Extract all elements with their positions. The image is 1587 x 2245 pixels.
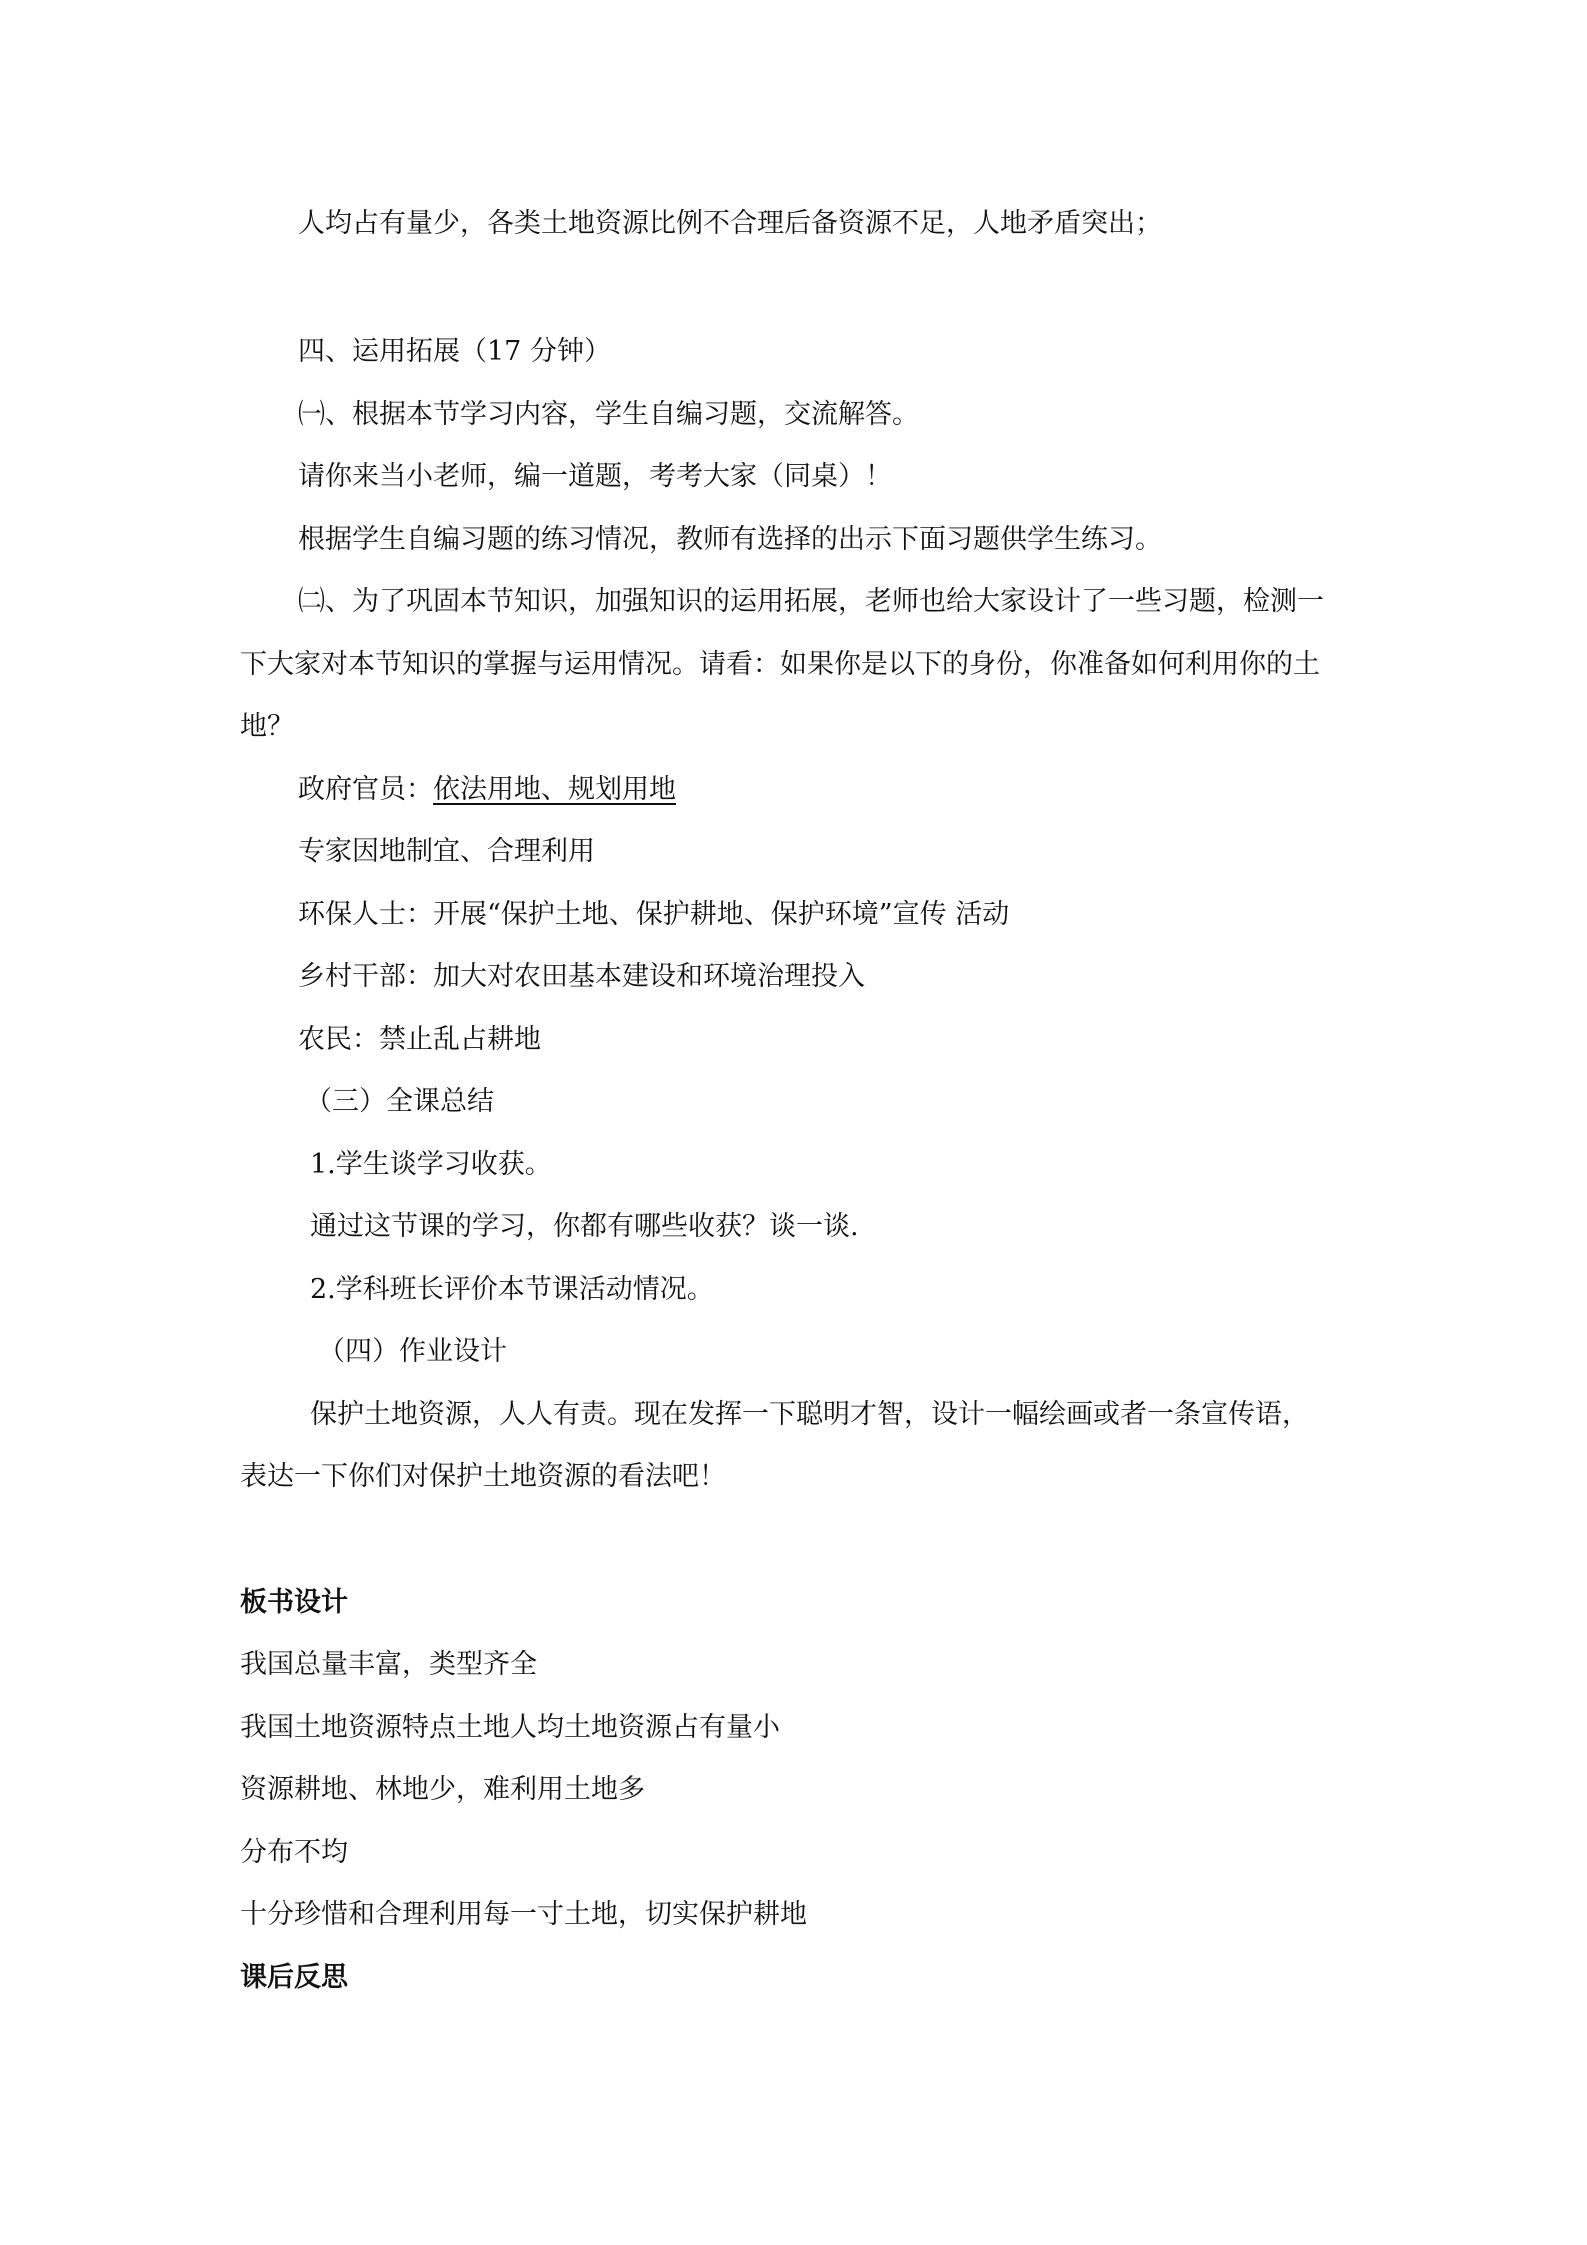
role-expert: 专家因地制宜、合理利用 (298, 836, 595, 867)
summary-item-2: 2.学科班长评价本节课活动情况。 (310, 1274, 714, 1305)
part1-prompt: 请你来当小老师，编一道题，考考大家（同桌）！ (298, 461, 892, 492)
homework-heading: （四）作业设计 (318, 1336, 507, 1367)
role-village-cadre: 乡村干部：加大对农田基本建设和环境治理投入 (298, 961, 865, 992)
summary-heading: （三）全课总结 (305, 1086, 494, 1117)
homework-line-1: 保护土地资源，人人有责。现在发挥一下聪明才智，设计一幅绘画或者一条宣传语， (310, 1399, 1309, 1430)
homework-line-2: 表达一下你们对保护土地资源的看法吧！ (240, 1461, 726, 1492)
board-line-4: 分布不均 (240, 1837, 348, 1868)
summary-item-1: 1.学生谈学习收获。 (310, 1149, 552, 1180)
board-line-1: 我国总量丰富，类型齐全 (240, 1649, 537, 1680)
reflection-heading: 课后反思 (240, 1962, 348, 1993)
board-line-3: 资源耕地、林地少，难利用土地多 (240, 1774, 645, 1805)
summary-item-1-detail: 通过这节课的学习，你都有哪些收获？谈一谈. (310, 1211, 859, 1242)
part2-line2: 下大家对本节知识的掌握与运用情况。请看：如果你是以下的身份，你准备如何利用你的土 (240, 649, 1320, 680)
part1-title: ㈠、根据本节学习内容，学生自编习题，交流解答。 (298, 399, 919, 430)
role-government-answer: 依法用地、规划用地 (433, 774, 676, 805)
role-government (298, 770, 1408, 810)
board-line-5: 十分珍惜和合理利用每一寸土地，切实保护耕地 (240, 1899, 807, 1930)
role-government-label: 政府官员： (298, 774, 433, 805)
role-farmer: 农民：禁止乱占耕地 (298, 1024, 541, 1055)
section4-heading: 四、运用拓展（17 分钟） (298, 336, 611, 367)
part2-line3: 地？ (240, 711, 294, 742)
part1-note: 根据学生自编习题的练习情况，教师有选择的出示下面习题供学生练习。 (298, 524, 1162, 555)
board-line-2: 我国土地资源特点土地人均土地资源占有量小 (240, 1712, 780, 1743)
intro-line: 人均占有量少，各类土地资源比例不合理后备资源不足，人地矛盾突出； (298, 208, 1162, 239)
role-environmentalist: 环保人士：开展“保护土地、保护耕地、保护环境”宣传 活动 (298, 899, 1010, 930)
part2-line1: ㈡、为了巩固本节知识，加强知识的运用拓展，老师也给大家设计了一些习题，检测一 (298, 586, 1324, 617)
board-design-heading: 板书设计 (240, 1587, 348, 1618)
